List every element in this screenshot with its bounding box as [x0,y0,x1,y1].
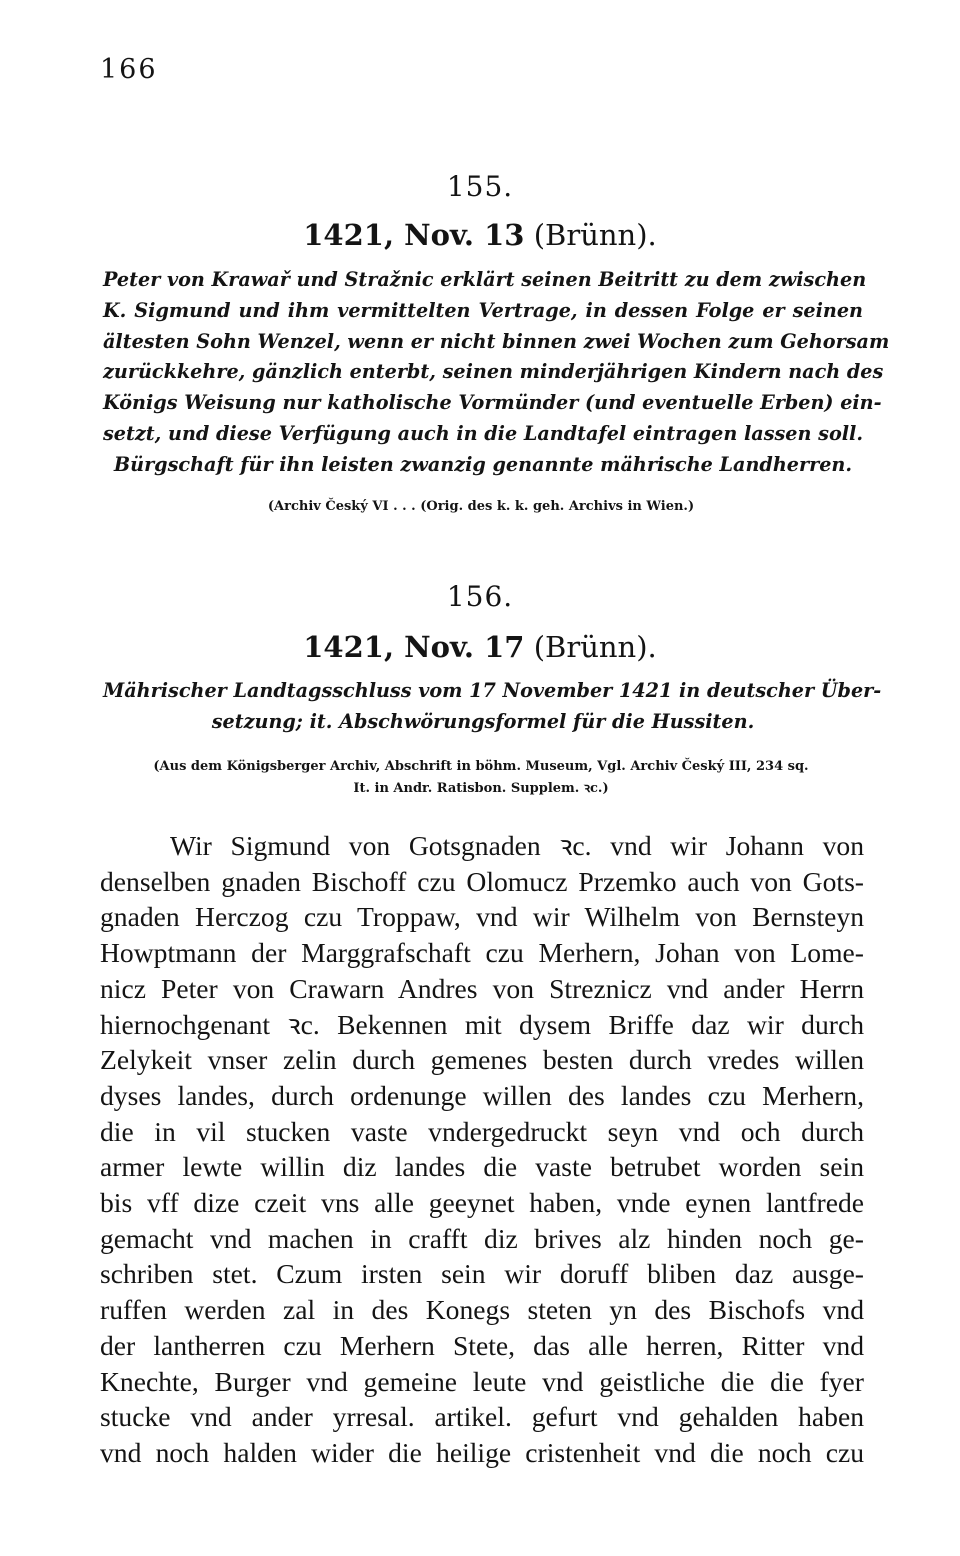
regest-line: K. Sigmund und ihm vermittelten Vertrage, in dessen Folge er seinen [103,298,863,322]
regest-summary [103,265,890,481]
regest-line: setzt, und diese Verfügung auch in die Landtafel eintragen lassen soll. [103,421,864,445]
document-text [100,828,864,1471]
source-line: (Aus dem Königsberger Archiv, Abschrift in böhm. Museum, Vgl. Archiv Český III, 234 sq. [153,759,809,774]
text-line: denselben gnaden Bischoff czu Olomucz Przemko auch von Gots- [100,865,864,897]
regest-line: setzung; it. Abschwörungsformel für die Hussiten. [211,709,755,733]
regest-line: Peter von Krawař und Stražnic erklärt seinen Beitritt zu dem zwischen [103,268,867,291]
text-line: vnd noch halden wider die heilige cristenheit vnd die noch czu [100,1436,864,1468]
text-line: schriben stet. Czum irsten sein wir doruff bliben daz ausge- [100,1258,864,1290]
text-line: Howptmann der Marggrafschaft czu Merhern, Johan von Lome- [100,937,864,969]
regest-line: Bürgschaft für ihn leisten zwanzig genannte mährische Landherren. [113,452,853,476]
source-line: It. in Andr. Ratisbon. Supplem. ꝛc.) [353,781,609,796]
page-number: 166 [100,54,158,85]
regest-line: Königs Weisung nur katholische Vormünder (und eventuelle Erben) ein- [103,391,882,415]
document-number: 155. [446,170,514,203]
regest-line: zurückkehre, gänzlich enterbt, seinen minderjährigen Kindern nach des [103,360,884,384]
source-note [100,496,862,518]
regest-summary [103,676,882,738]
text-line: stucke vnd ander yrresal. artikel. gefurt vnd gehalden haben [100,1401,864,1433]
document-date: 1421, Nov. 13 [303,218,525,252]
source-line: (Archiv Český VI . . . (Orig. des k. k. geh. Archivs in Wien.) [267,499,695,514]
document-date-line [0,630,960,664]
text-line: nicz Peter von Crawarn Andres von Streznicz vnd ander Herrn [100,972,864,1004]
text-line: hiernochgenant ꝛc. Bekennen mit dysem Briffe daz wir durch [100,1008,864,1040]
text-line: Knechte, Burger vnd gemeine leute vnd geistliche die die fyer [100,1365,864,1397]
document-place: (Brünn). [533,218,657,252]
document-number: 156. [446,580,514,613]
document-date-line [0,218,960,252]
text-line: der lantherren czu Merhern Stete, das alle herren, Ritter vnd [100,1329,864,1361]
text-line: gnaden Herczog czu Troppaw, vnd wir Wilhelm von Bernsteyn [100,901,864,933]
text-line: ruffen werden zal in des Konegs steten yn des Bischofs vnd [100,1294,864,1326]
text-line: dyses landes, durch ordenunge willen des landes czu Merhern, [100,1079,864,1111]
text-line: armer lewte willin diz landes die vaste betrubet worden sein [100,1151,864,1183]
text-line: Zelykeit vnser zelin durch gemenes besten durch vredes willen [100,1044,864,1076]
source-note [100,756,862,800]
document-place: (Brünn). [533,630,657,664]
regest-line: ältesten Sohn Wenzel, wenn er nicht binnen zwei Wochen zum Gehorsam [103,329,890,353]
document-date: 1421, Nov. 17 [303,630,525,664]
regest-line: Mährischer Landtagsschluss vom 17 November 1421 in deutscher Über- [103,679,882,702]
text-line: Wir Sigmund von Gotsgnaden ꝛc. vnd wir Johann von [170,830,864,861]
text-line: die in vil stucken vaste vndergedruckt seyn vnd och durch [100,1115,864,1147]
text-line: bis vff dize czeit vns alle geeynet haben, vnde eynen lantfrede [100,1187,864,1219]
text-line: gemacht vnd machen in crafft diz brives alz hinden noch ge- [100,1222,864,1254]
